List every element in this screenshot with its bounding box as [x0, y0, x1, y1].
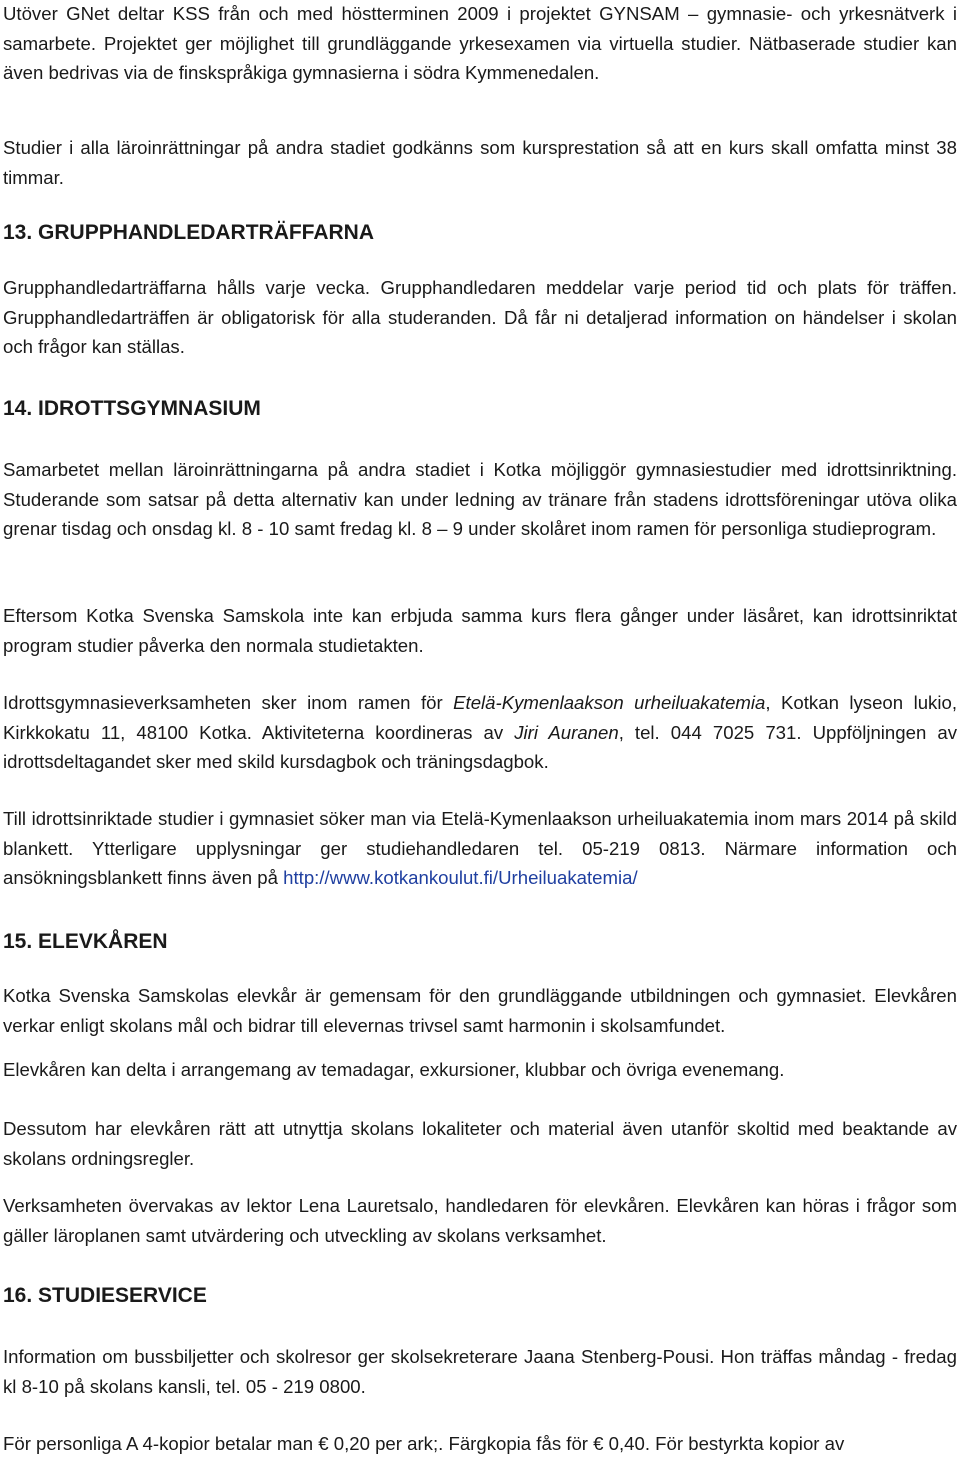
paragraph-studier: Studier i alla läroinrättningar på andra stadiet godkänns som kursprestation så att en kurs skall omfatta minst 38 timmar. — [3, 137, 957, 188]
paragraph-elevkar-gemensam: Kotka Svenska Samskolas elevkår är gemensam för den grundläggande utbildningen och gymnasiet. Elevkåren verkar enligt skolans mål och bidrar till elevernas trivsel samt harmonin i skolsamfundet. — [3, 985, 957, 1036]
paragraph-studieservice-kopior: För personliga A 4-kopior betalar man € 0,20 per ark;. Färgkopia fås för € 0,40. För bestyrkta kopior av — [3, 1433, 845, 1454]
paragraph-elevkar-overvakning: Verksamheten övervakas av lektor Lena Lauretsalo, handledaren för elevkåren. Elevkåren kan höras i frågor som gäller läroplanen samt utvärdering och utveckling av skolans verksamhet. — [3, 1195, 957, 1246]
text-segment: , tel. 044 7025 731. Uppföljningen av idrottsdeltagandet sker med skild kursdagbok och träningsdagbok. — [3, 721, 957, 772]
heading-section-13: 13. GRUPPHANDLEDARTRÄFFARNA — [3, 221, 375, 244]
academy-name: Etelä-Kymenlaakson urheiluakatemia — [453, 692, 766, 713]
paragraph-idrott-verksamhet — [3, 688, 957, 777]
heading-section-16: 16. STUDIESERVICE — [3, 1284, 207, 1307]
text-segment: Idrottsgymnasieverksamheten sker inom ramen för — [3, 692, 454, 713]
text-segment: Till idrottsinriktade studier i gymnasiet söker man via Etelä-Kymenlaakson urheiluakatemia inom mars 2014 på skild blankett. Ytterligare upplysningar ger studiehandledaren tel. 05-219 0813. Närmare information och ansökningsblankett finns även på — [3, 808, 957, 888]
heading-section-15: 15. ELEVKÅREN — [3, 930, 168, 953]
paragraph-gynsam: Utöver GNet deltar KSS från och med höstterminen 2009 i projektet GYNSAM – gymnasie- och yrkesnätverk i samarbete. Projektet ger möjlighet till grundläggande yrkesexamen via virtuella studier. Nätbaserade studier kan även bedrivas via de finskspråkiga gymnasierna i södra Kymmenedalen. — [3, 3, 957, 83]
paragraph-studieservice-buss: Information om bussbiljetter och skolresor ger skolsekreterare Jaana Stenberg-Pousi. Hon träffas måndag - fredag kl 8-10 på skolans kansli, tel. 05 - 219 0800. — [3, 1346, 957, 1397]
heading-section-14: 14. IDROTTSGYMNASIUM — [3, 397, 261, 420]
urheiluakatemia-link[interactable]: http://www.kotkankoulut.fi/Urheiluakatemia/ — [283, 867, 638, 888]
paragraph-idrott-samarbete: Samarbetet mellan läroinrättningarna på andra stadiet i Kotka möjliggör gymnasiestudier med idrottsinriktning. Studerande som satsar på detta alternativ kan under ledning av tränare från stadens idrottsföreningar utöva olika grenar tisdag och onsdag kl. 8 - 10 samt fredag kl. 8 – 9 under skolåret inom ramen för personliga studieprogram. — [3, 459, 957, 539]
text-segment: , Kotkan lyseon lukio, Kirkkokatu 11, 48100 Kotka. Aktiviteterna koordineras av — [3, 692, 957, 743]
paragraph-grupphandledartraffarna: Grupphandledarträffarna hålls varje vecka. Grupphandledaren meddelar varje period tid och plats för träffen. Grupphandledarträffen är obligatorisk för alla studeranden. Då får ni detaljerad information on händelser i skolan och frågor kan ställas. — [3, 277, 957, 357]
paragraph-elevkar-lokaliteter: Dessutom har elevkåren rätt att utnyttja skolans lokaliteter och material även utanför skoltid med beaktande av skolans ordningsregler. — [3, 1118, 957, 1169]
paragraph-idrott-ansokan — [3, 804, 957, 893]
coordinator-name: Jiri Auranen — [514, 721, 619, 743]
paragraph-elevkar-arrangemang: Elevkåren kan delta i arrangemang av temadagar, exkursioner, klubbar och övriga evenemang. — [3, 1059, 785, 1080]
paragraph-idrott-studietakt: Eftersom Kotka Svenska Samskola inte kan erbjuda samma kurs flera gånger under läsåret, kan idrottsinriktat program studier påverka den normala studietakten. — [3, 605, 957, 656]
